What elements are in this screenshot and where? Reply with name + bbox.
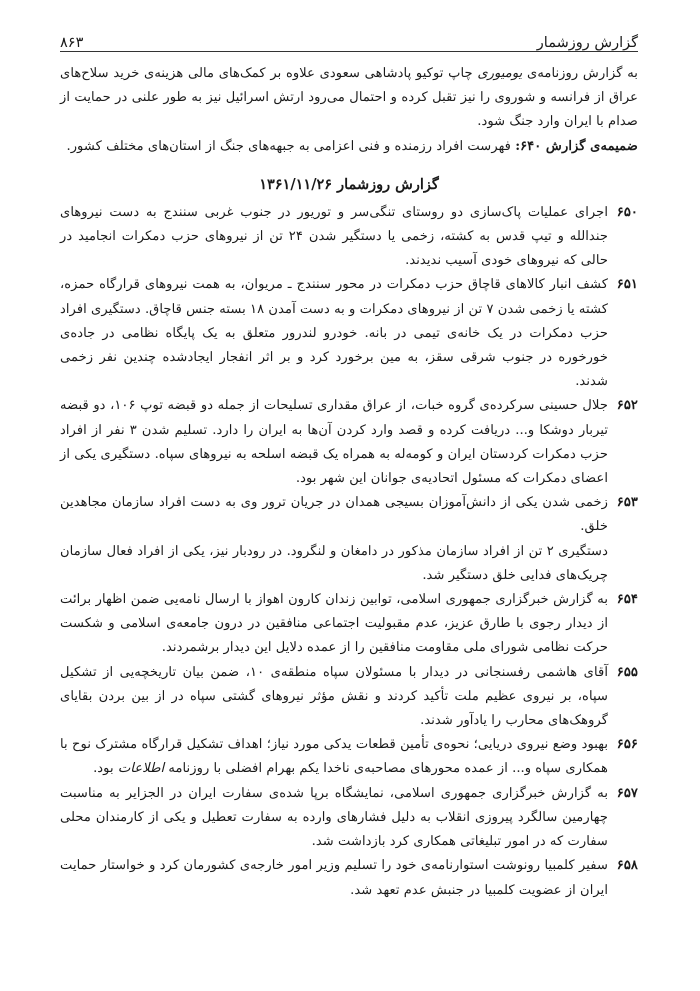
- report-entry: [60, 782, 638, 855]
- entry-number: ۶۵۲: [616, 398, 638, 414]
- entry-number: ۶۵۳: [616, 495, 638, 511]
- appendix-text: فهرست افراد رزمنده و فنی اعزامی به جبهه‌های جنگ از استان‌های مختلف کشور.: [66, 138, 516, 154]
- entry-text-continued: دستگیری ۲ تن از افراد سازمان مذکور در دامغان و لنگرود. در رودبار نیز، یکی از افراد فعال سازمان چریک‌های فدایی خلق دستگیر شد.: [60, 543, 608, 583]
- entry-text: جلال حسینی سرکرده‌ی گروه خبات، از عراق مقداری تسلیحات از جمله دو قبضه توپ ۱۰۶، دو قبضه تیربار دوشکا و... دریافت کرده و قصد وارد کردن آن‌ها به ایران را دارد. تسلیم شدن ۳ نفر از افراد حزب دمکرات کردستان ایران و کومه‌له به همراه یک قبضه اسلحه به نیروهای سپاه. دستگیری یکی از اعضای دمکرات که مسئول اتحادیه‌ی جوانان این شهر بود.: [60, 398, 609, 487]
- entry-number: ۶۵۴: [616, 592, 638, 608]
- entry-text: زخمی شدن یکی از دانش‌آموزان بسیجی همدان در جریان ترور وی به دست افراد سازمان مجاهدین خلق.: [60, 495, 608, 535]
- page-number: ۸۶۳: [60, 35, 84, 51]
- entry-number: ۶۵۱: [616, 277, 638, 293]
- report-entry: [60, 661, 638, 734]
- running-header: [60, 0, 638, 52]
- entry-text: کشف انبار کالاهای قاچاق حزب دمکرات در محور سنندج ـ مریوان، به همت نیروهای قرارگاه حمزه، کشته یا زخمی شدن ۷ تن از نیروهای دمکرات و به دست آمدن ۱۸ بسته جنس قاچاق. دستگیری افراد حزب دمکرات در یک خانه‌ی تیمی در بانه. خودرو لندرور متعلق به یک پایگاه نظامی در جاده‌ی خورخوره در جنوب شرقی سقز، به مین برخورد کرد و بر اثر انفجار ایجادشده چندین نفر زخمی شدند.: [60, 277, 609, 390]
- intro-paragraph: [60, 62, 638, 135]
- entry-text-block: [60, 733, 608, 781]
- entry-text: آقای هاشمی رفسنجانی در دیدار با مسئولان سپاه منطقه‌ی ۱۰، ضمن بیان تاریخچه‌یی از تشکیل سپاه، بر نیروی عظیم ملت تأکید کردند و نقش مؤثر نیروهای گشتی سپاه در از بین بردن بقایای گروهک‌های محارب را یادآور شدند.: [60, 664, 608, 729]
- newspaper-name: یومیوری: [477, 66, 523, 81]
- report-entry: [60, 854, 638, 902]
- entry-number: ۶۵۵: [616, 664, 638, 680]
- entry-text: سفیر کلمبیا رونوشت استوارنامه‌ی خود را تسلیم وزیر امور خارجه‌ی کشورمان کرد و خواستار حمایت ایران از عضویت کلمبیا در جنبش عدم تعهد شد.: [60, 858, 608, 898]
- entry-text: به گزارش خبرگزاری جمهوری اسلامی، توابین زندان کارون اهواز با ارسال نامه‌یی ضمن اظهار برائت از دیدار رجوی با طارق عزیز، عدم مقبولیت اجتماعی منافقین در درون جامعه‌ی اسلامی و شکست حرکت نظامی شورای ملی مقاومت منافقین را از عمده دلایل این دیدار برشمردند.: [60, 592, 608, 656]
- entry-text-end: بود.: [93, 761, 118, 777]
- report-entry: [60, 273, 638, 394]
- appendix-note: [60, 135, 638, 159]
- report-entries: [60, 201, 638, 903]
- report-entry: [60, 491, 638, 588]
- report-entry: [60, 733, 638, 781]
- entry-number: ۶۵۰: [616, 204, 638, 220]
- intro-text-start: به گزارش روزنامه‌ی: [522, 66, 638, 81]
- entry-text: به گزارش خبرگزاری جمهوری اسلامی، نمایشگاه برپا شده‌ی سفارت ایران در الجزایر به مناسبت چهارمین سالگرد پیروزی انقلاب به دلیل فشارهای وارده به سفارت تعطیل و یکی از کارمندان محلی سفارت که در امور تبلیغاتی همکاری کرد بازداشت شد.: [60, 785, 608, 850]
- section-title: گزارش روزشمار ۱۳۶۱/۱۱/۲۶: [259, 175, 439, 193]
- header-title: گزارش روزشمار: [536, 35, 638, 51]
- entry-text: بهبود وضع نیروی دریایی؛ نحوه‌ی تأمین قطعات یدکی مورد نیاز؛ اهداف تشکیل قرارگاه مشترک نوح با همکاری سپاه و... از عمده محورهای مصاحبه‌ی ناخدا یکم بهرام افضلی با روزنامه: [60, 737, 608, 777]
- entry-number: ۶۵۸: [616, 858, 638, 874]
- newspaper-name: اطلاعات: [117, 761, 165, 777]
- report-entry: [60, 588, 638, 661]
- entry-number: ۶۵۷: [616, 785, 638, 801]
- entry-number: ۶۵۶: [616, 737, 638, 753]
- report-entry: [60, 394, 638, 491]
- report-entry: [60, 201, 638, 274]
- appendix-label: ضمیمه‌ی گزارش ۶۴۰:: [515, 138, 638, 154]
- entry-text: اجرای عملیات پاک‌سازی دو روستای تنگی‌سر و توریور در جنوب غربی سنندج به دست نیروهای جندالله و تیپ قدس به کشته، زخمی یا دستگیر شدن ۲۴ تن از نیروهای حزب دمکرات انجامید در حالی که نیروهای خودی آسیب ندیدند.: [60, 204, 608, 269]
- intro-text-end: چاپ توکیو پادشاهی سعودی علاوه بر کمک‌های مالی هزینه‌ی خرید سلاح‌های عراق از فرانسه و شوروی را نیز تقبل کرده و احتمال می‌رود ارتش اسرائیل نیز به طور علنی در حمایت از صدام با ایران وارد جنگ شود.: [60, 66, 638, 130]
